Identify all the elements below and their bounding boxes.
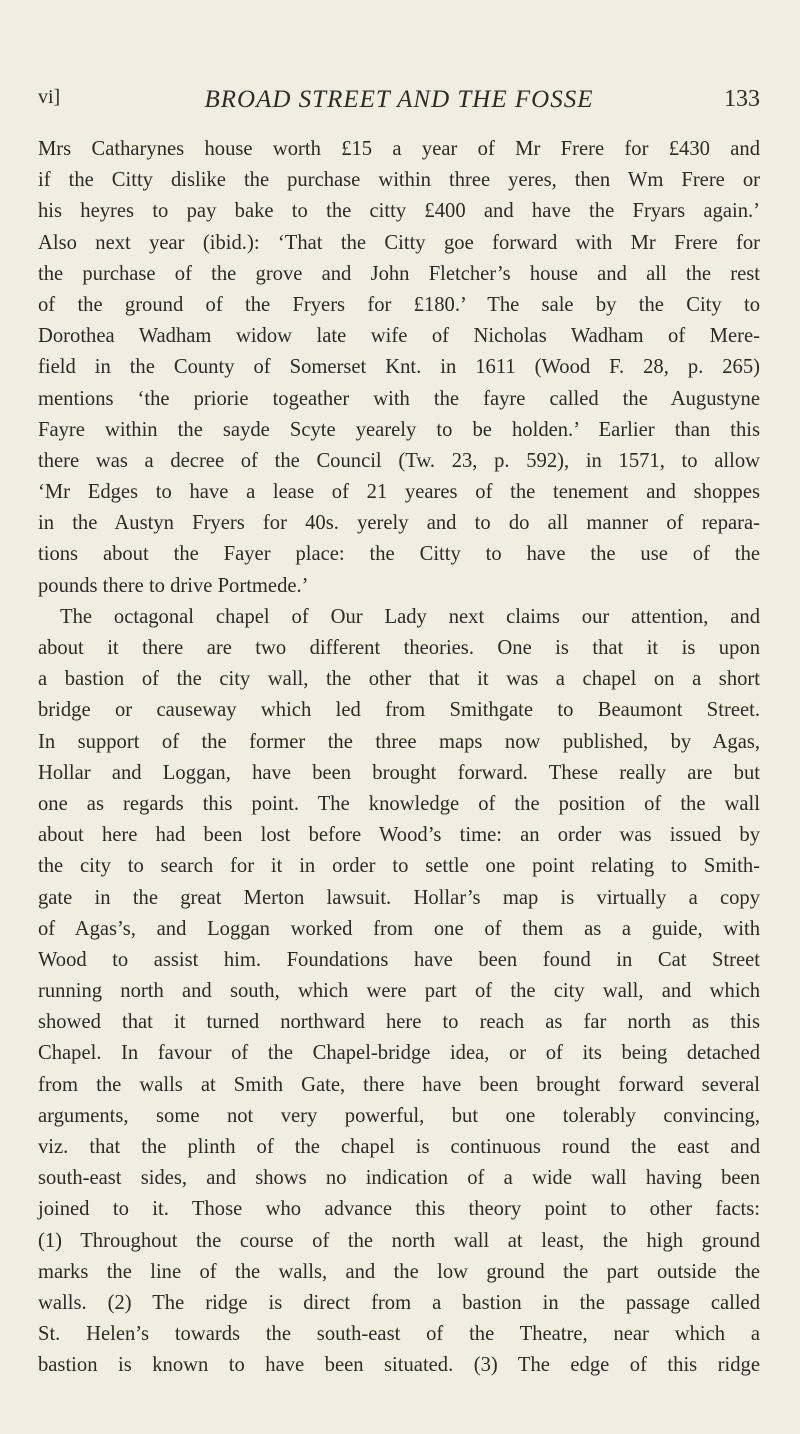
text-line: arguments, some not very powerful, but one tolerably convincing, <box>38 1104 760 1127</box>
text-line: tions about the Fayer place: the Citty to have the use of the <box>38 543 760 566</box>
text-line: Also next year (ibid.): ‘That the Citty goe forward with Mr Frere for <box>38 231 760 254</box>
text-line: running north and south, which were part of the city wall, and which <box>38 980 760 1003</box>
text-line: in the Austyn Fryers for 40s. yerely and to do all manner of repara- <box>38 512 760 535</box>
text-line: Mrs Catharynes house worth £15 a year of Mr Frere for £430 and <box>38 138 760 160</box>
text-line: one as regards this point. The knowledge of the position of the wall <box>38 792 760 815</box>
text-line: joined to it. Those who advance this theory point to other facts: <box>38 1198 760 1221</box>
text-line: about here had been lost before Wood’s time: an order was issued by <box>38 824 760 847</box>
text-line: Chapel. In favour of the Chapel-bridge idea, or of its being detached <box>38 1042 760 1065</box>
running-head <box>38 86 760 118</box>
text-line: from the walls at Smith Gate, there have been brought forward several <box>38 1073 760 1096</box>
text-line: if the Citty dislike the purchase within three yeres, then Wm Frere or <box>38 169 760 192</box>
text-line: the city to search for it in order to settle one point relating to Smith- <box>38 855 760 878</box>
text-line: walls. (2) The ridge is direct from a bastion in the passage called <box>38 1291 760 1314</box>
text-line: mentions ‘the priorie togeather with the fayre called the Augustyne <box>38 387 760 410</box>
text-line: The octagonal chapel of Our Lady next claims our attention, and <box>60 605 760 628</box>
text-line: a bastion of the city wall, the other that it was a chapel on a short <box>38 668 760 691</box>
text-line: Hollar and Loggan, have been brought forward. These really are but <box>38 761 760 784</box>
text-line: St. Helen’s towards the south-east of the Theatre, near which a <box>38 1323 760 1346</box>
page-number: 133 <box>724 86 760 112</box>
text-line: south-east sides, and shows no indication of a wide wall having been <box>38 1167 760 1190</box>
text-line: of Agas’s, and Loggan worked from one of them as a guide, with <box>38 917 760 940</box>
text-line: of the ground of the Fryers for £180.’ The sale by the City to <box>38 293 760 316</box>
text-line: about it there are two different theories. One is that it is upon <box>38 637 760 659</box>
text-line: viz. that the plinth of the chapel is continuous round the east and <box>38 1136 760 1158</box>
paragraph-1 <box>38 134 760 602</box>
text-line: his heyres to pay bake to the citty £400 and have the Fryars again.’ <box>38 200 760 223</box>
text-line: bastion is known to have been situated. (3) The edge of this ridge <box>38 1354 760 1377</box>
text-line: there was a decree of the Council (Tw. 23, p. 592), in 1571, to allow <box>38 449 760 472</box>
text-line: Wood to assist him. Foundations have been found in Cat Street <box>38 948 760 971</box>
text-line: the purchase of the grove and John Fletcher’s house and all the rest <box>38 262 760 285</box>
body-text <box>38 134 760 1382</box>
text-line: field in the County of Somerset Knt. in 1611 (Wood F. 28, p. 265) <box>38 356 760 379</box>
text-line: Fayre within the sayde Scyte yearely to be holden.’ Earlier than this <box>38 418 760 441</box>
text-line: (1) Throughout the course of the north wall at least, the high ground <box>38 1229 760 1252</box>
text-line: bridge or causeway which led from Smithgate to Beaumont Street. <box>38 699 760 722</box>
chapter-marker: vi] <box>38 86 61 108</box>
running-title: BROAD STREET AND THE FOSSE <box>204 86 594 113</box>
text-line: gate in the great Merton lawsuit. Hollar’s map is virtually a copy <box>38 886 760 909</box>
paragraph-2 <box>38 602 760 1382</box>
text-line: pounds there to drive Portmede.’ <box>38 574 309 597</box>
text-line: ‘Mr Edges to have a lease of 21 yeares of the tenement and shoppes <box>38 481 760 504</box>
text-line: Dorothea Wadham widow late wife of Nicholas Wadham of Mere- <box>38 325 760 348</box>
text-line: marks the line of the walls, and the low ground the part outside the <box>38 1260 760 1283</box>
text-line: showed that it turned northward here to reach as far north as this <box>38 1011 760 1034</box>
text-line: In support of the former the three maps now published, by Agas, <box>38 730 760 753</box>
